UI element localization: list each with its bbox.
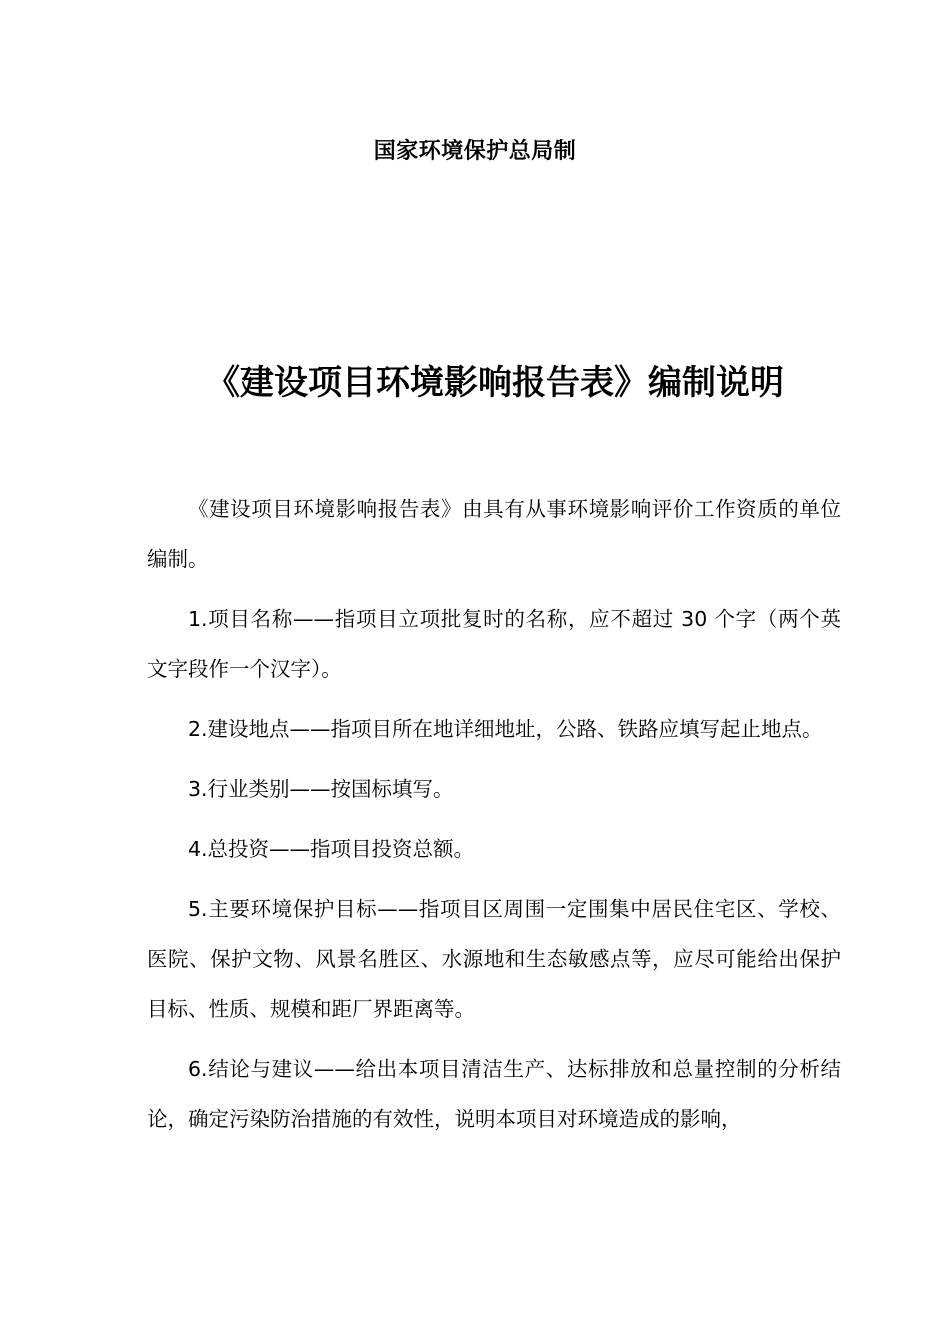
instructions-body (147, 484, 841, 1154)
item-construction-site: 2.建设地点——指项目所在地详细地址，公路、铁路应填写起止地点。 (188, 717, 823, 741)
item-conclusion-suggestions: 6.结论与建议——给出本项目清洁生产、达标排放和总量控制的分析结论，确定污染防治措施的有效性，说明本项目对环境造成的影响， (147, 1057, 841, 1131)
item-industry-category: 3.行业类别——按国标填写。 (188, 777, 454, 801)
intro-paragraph: 《建设项目环境影响报告表》由具有从事环境影响评价工作资质的单位编制。 (147, 497, 841, 571)
issuing-agency: 国家环境保护总局制 (373, 139, 577, 164)
document-title: 《建设项目环境影响报告表》编制说明 (206, 363, 784, 403)
item-project-name: 1.项目名称——指项目立项批复时的名称，应不超过 30 个字（两个英文字段作一个汉字）。 (147, 607, 841, 681)
item-protection-targets: 5.主要环境保护目标——指项目区周围一定围集中居民住宅区、学校、医院、保护文物、风景名胜区、水源地和生态敏感点等，应尽可能给出保护目标、性质、规模和距厂界距离等。 (147, 897, 841, 1021)
item-total-investment: 4.总投资——指项目投资总额。 (188, 837, 475, 861)
